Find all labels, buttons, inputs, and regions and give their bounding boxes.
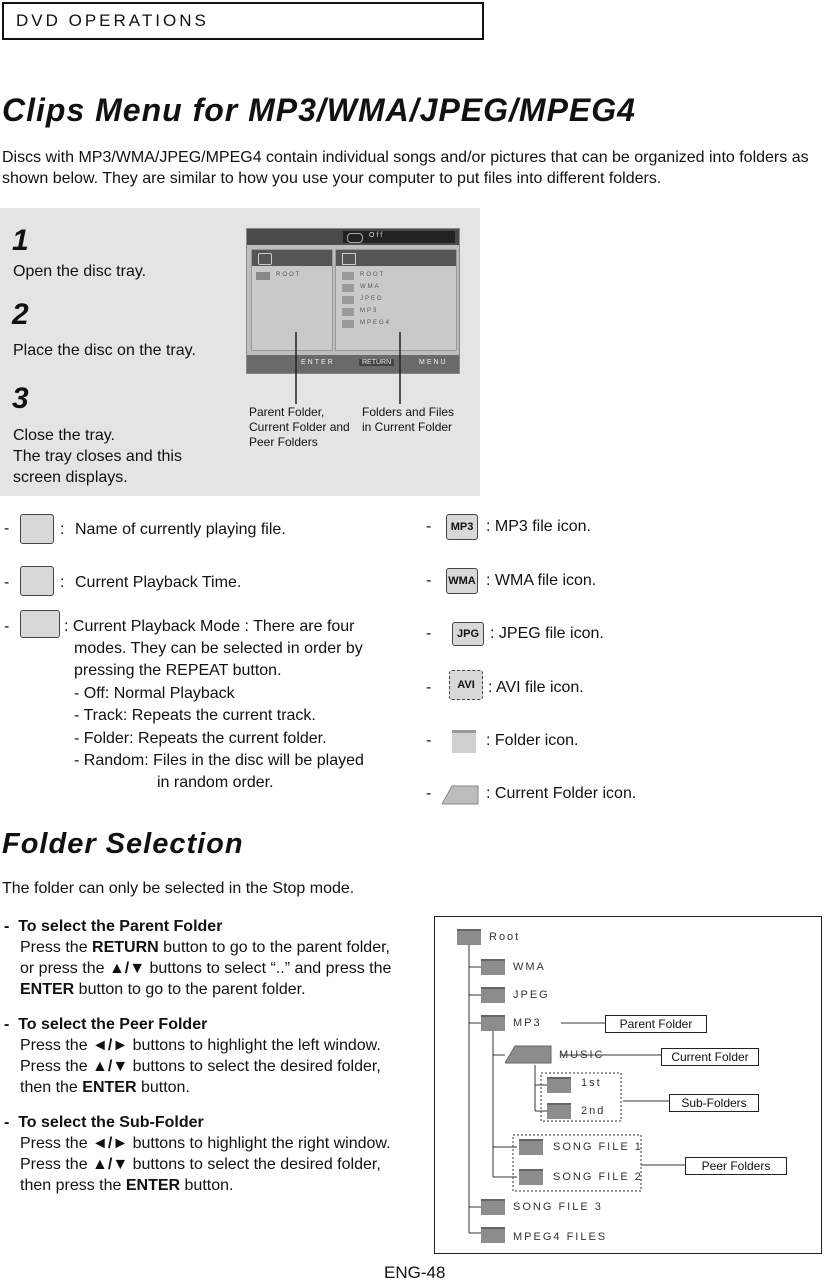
jpeg-file-icon: JPG [452, 622, 484, 646]
jpeg-icon-desc: : JPEG file icon. [490, 625, 604, 642]
folder-icon [256, 272, 270, 280]
folder-jpeg: JPEG [513, 989, 550, 1001]
step-3-number: 3 [12, 382, 29, 415]
step-2-number: 2 [12, 298, 29, 331]
playback-mode-line: : Current Playback Mode : There are four [64, 618, 355, 635]
screen-left-item: ROOT [276, 272, 302, 278]
folder-icon [519, 1139, 543, 1155]
screen-right-item: WMA [360, 284, 381, 290]
playback-mode-line: - Random: Files in the disc will be played [74, 752, 364, 769]
page-title: Clips Menu for MP3/WMA/JPEG/MPEG4 [2, 92, 636, 128]
playback-mode-line: pressing the REPEAT button. [74, 662, 282, 679]
callout-current-folder: Current Folder [661, 1048, 759, 1066]
clock-icon [258, 253, 272, 265]
clock-icon-desc: Current Playback Time. [75, 574, 242, 591]
wma-icon-desc: : WMA file icon. [486, 572, 597, 589]
screen-label-left: Parent Folder, Current Folder and Peer Folders [249, 405, 350, 449]
current-folder-icon-desc: : Current Folder icon. [486, 785, 637, 802]
screen-pointer-lines [246, 300, 458, 410]
step-3-note: The tray closes and this screen displays. [13, 448, 182, 486]
folder-selection-intro: The folder can only be selected in the Stop mode. [2, 880, 355, 897]
playback-mode-line: - Folder: Repeats the current folder. [74, 730, 327, 747]
step-2-text: Place the disc on the tray. [13, 342, 196, 359]
folder-root: Root [489, 931, 521, 943]
folder-song-file-1: SONG FILE 1 [553, 1141, 643, 1153]
mp3-file-icon: MP3 [446, 514, 478, 540]
page-number: ENG-48 [384, 1263, 446, 1282]
current-folder-icon [442, 784, 482, 806]
screen-right-item: MPEG4 [360, 320, 392, 326]
folder-icon [481, 1227, 505, 1243]
callout-sub-folders: Sub-Folders [669, 1094, 759, 1112]
folder-icon-desc: : Folder icon. [486, 732, 579, 749]
callout-peer-folders: Peer Folders [685, 1157, 787, 1175]
section-header: DVD OPERATIONS [2, 2, 484, 40]
folder-mp3: MP3 [513, 1017, 542, 1029]
screen-return-label: RETURN [359, 359, 394, 366]
screen-right-item: JPEG [360, 296, 384, 302]
step-3-text: Close the tray. [13, 427, 115, 444]
current-folder-icon [505, 1045, 553, 1065]
speaker-icon [20, 514, 54, 544]
folder-icon [547, 1077, 571, 1093]
folder-icon [481, 987, 505, 1003]
step-1-number: 1 [12, 224, 29, 257]
avi-icon-desc: : AVI file icon. [488, 679, 584, 696]
playback-mode-line: - Off: Normal Playback [74, 685, 235, 702]
instruction-sub-folder: - To select the Sub-Folder Press the ◄/► buttons to highlight the right window. Press the ▲/▼ buttons to select the desired folder, then press the ENTER button. [4, 1114, 391, 1194]
folder-icon [481, 959, 505, 975]
screen-right-item: MP3 [360, 308, 379, 314]
folder-icon [519, 1169, 543, 1185]
instruction-peer-folder: - To select the Peer Folder Press the ◄/► buttons to highlight the left window. Press the ▲/▼ buttons to select the desired folder, then the ENTER button. [4, 1016, 381, 1096]
folder-2nd: 2nd [581, 1105, 606, 1117]
instruction-parent-folder: - To select the Parent Folder Press the RETURN button to go to the parent folder, or press the ▲/▼ buttons to select “..” and press the ENTER button to go to the parent folder. [4, 918, 392, 998]
folder-wma: WMA [513, 961, 546, 973]
folder-mpeg4-files: MPEG4 FILES [513, 1231, 608, 1243]
speaker-icon-desc: Name of currently playing file. [75, 521, 286, 538]
folder-icon [457, 929, 481, 945]
playback-mode-line: - Track: Repeats the current track. [74, 707, 316, 724]
folder-icon [547, 1103, 571, 1119]
folder-music: MUSIC [559, 1049, 605, 1061]
screen-enter-label: ENTER [301, 359, 335, 366]
wma-file-icon: WMA [446, 568, 478, 594]
playback-mode-line: modes. They can be selected in order by [74, 640, 363, 657]
speaker-icon [342, 253, 356, 265]
mp3-icon-desc: : MP3 file icon. [486, 518, 591, 535]
intro-text: Discs with MP3/WMA/JPEG/MPEG4 contain individual songs and/or pictures that can be organized into folders as shown below. They are similar to how you use your computer to put files into different folders. [2, 149, 809, 187]
repeat-icon [20, 610, 60, 638]
screen-label-right: Folders and Files in Current Folder [362, 405, 455, 434]
playback-mode-line: in random order. [157, 774, 274, 791]
step-1-text: Open the disc tray. [13, 263, 147, 280]
folder-tree-diagram [434, 916, 822, 1254]
folder-icon [481, 1015, 505, 1031]
screen-mode-value: Off [369, 232, 385, 239]
avi-file-icon: AVI [449, 670, 483, 700]
folder-icon [452, 730, 476, 753]
screen-right-item: ROOT [360, 272, 386, 278]
folder-song-file-2: SONG FILE 2 [553, 1171, 643, 1183]
folder-song-file-3: SONG FILE 3 [513, 1201, 603, 1213]
repeat-icon [347, 233, 363, 243]
clock-icon [20, 566, 54, 596]
folder-selection-title: Folder Selection [2, 828, 244, 860]
callout-parent-folder: Parent Folder [605, 1015, 707, 1033]
folder-icon [481, 1199, 505, 1215]
screen-menu-label: MENU [419, 359, 448, 366]
folder-1st: 1st [581, 1077, 602, 1089]
